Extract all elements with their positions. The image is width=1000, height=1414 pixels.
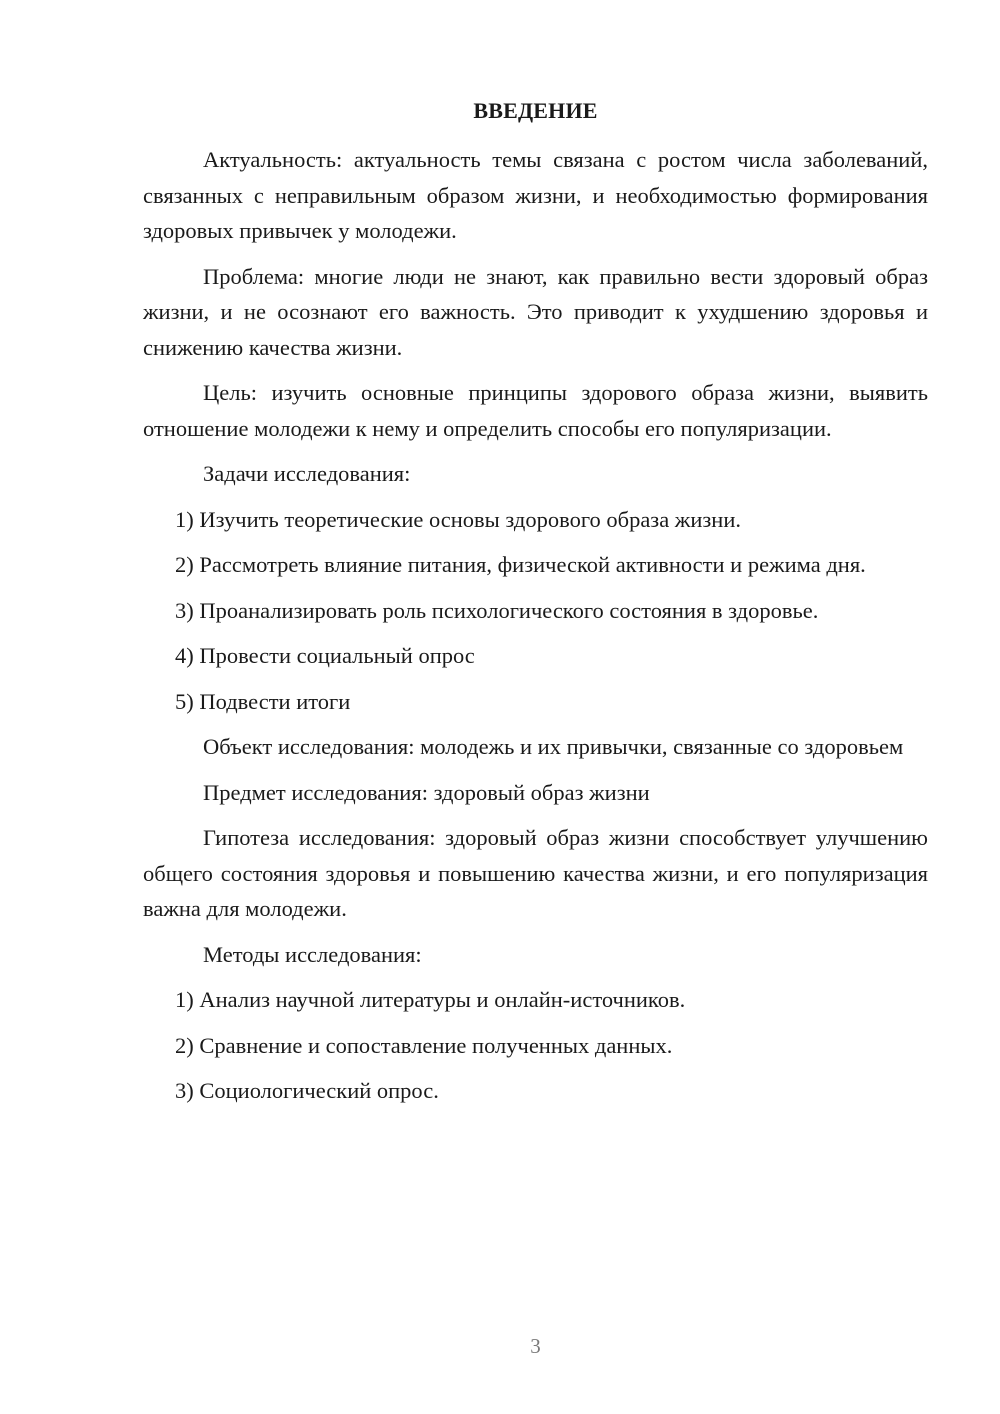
task-item: 5) Подвести итоги — [175, 688, 351, 714]
subject-paragraph: Предмет исследования: здоровый образ жизни — [203, 779, 650, 805]
page-number: 3 — [530, 1334, 541, 1358]
relevance-paragraph: Актуальность: актуальность темы связана с ростом числа заболеваний, связанных с неправильным образом жизни, и необходимостью формирования здоровых привычек у молодежи. — [143, 147, 928, 243]
section-heading: ВВЕДЕНИЕ — [473, 98, 598, 123]
task-item: 1) Изучить теоретические основы здорового образа жизни. — [175, 506, 741, 532]
method-item: 2) Сравнение и сопоставление полученных данных. — [175, 1032, 673, 1058]
tasks-title: Задачи исследования: — [203, 461, 411, 486]
task-item: 3) Проанализировать роль психологического состояния в здоровье. — [175, 597, 819, 623]
object-paragraph: Объект исследования: молодежь и их привычки, связанные со здоровьем — [203, 734, 904, 759]
document-body — [143, 142, 928, 1119]
goal-paragraph: Цель: изучить основные принципы здорового образа жизни, выявить отношение молодежи к нему и определить способы его популяризации. — [143, 380, 928, 441]
problem-paragraph: Проблема: многие люди не знают, как правильно вести здоровый образ жизни, и не осознают его важность. Это приводит к ухудшению здоровья и снижению качества жизни. — [143, 263, 928, 360]
task-item: 4) Провести социальный опрос — [175, 643, 475, 668]
document-page — [143, 0, 928, 1414]
task-item: 2) Рассмотреть влияние питания, физической активности и режима дня. — [175, 552, 866, 577]
hypothesis-paragraph: Гипотеза исследования: здоровый образ жизни способствует улучшению общего состояния здоровья и повышению качества жизни, и его популяризация важна для молодежи. — [143, 825, 928, 921]
method-item: 3) Социологический опрос. — [175, 1078, 439, 1103]
method-item: 1) Анализ научной литературы и онлайн-источников. — [175, 987, 686, 1012]
methods-title: Методы исследования: — [203, 941, 422, 967]
